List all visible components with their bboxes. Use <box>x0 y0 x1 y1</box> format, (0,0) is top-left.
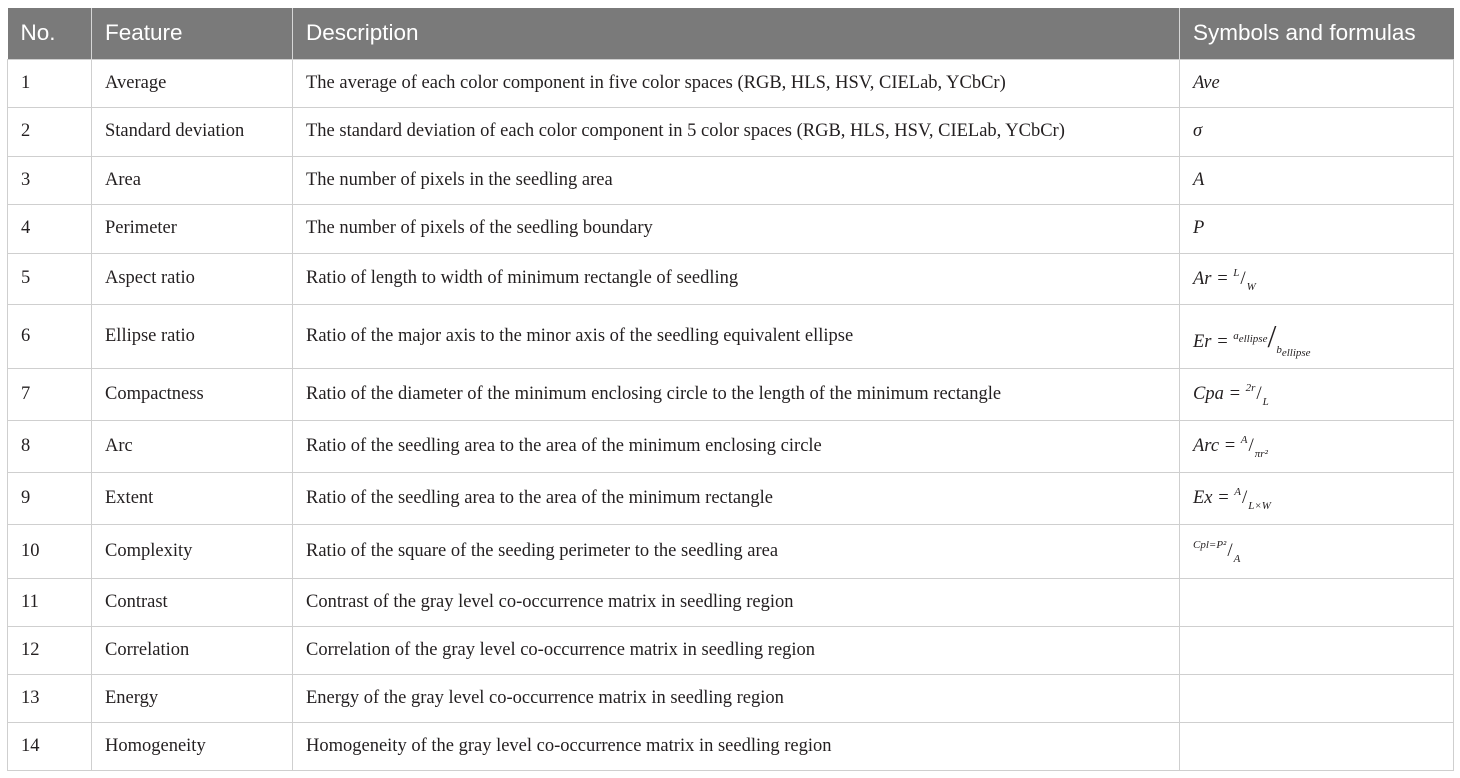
cell-symbol <box>1180 722 1454 770</box>
table-row <box>8 578 1454 626</box>
cell-no: 12 <box>8 626 92 674</box>
cell-feature: Energy <box>92 674 293 722</box>
cell-symbol: P <box>1180 204 1454 253</box>
formula-denominator: πr² <box>1254 448 1268 460</box>
formula-fraction: $^{a_{ellipse}}/_{b_{ellipse}}$ <box>1233 317 1311 359</box>
formula-denominator: W <box>1246 280 1256 293</box>
cell-no: 9 <box>8 472 92 524</box>
formula-numerator: Cpl=P² <box>1193 539 1227 551</box>
table-row <box>8 59 1454 107</box>
cell-no: 3 <box>8 156 92 204</box>
header-description: Description <box>293 8 1180 59</box>
cell-symbol: σ <box>1180 107 1454 156</box>
formula-numerator: 2r <box>1245 382 1256 394</box>
cell-no: 8 <box>8 420 92 472</box>
feature-table <box>7 8 1454 771</box>
formula-lhs: Er = <box>1193 331 1229 352</box>
cell-feature: Homogeneity <box>92 722 293 770</box>
cell-feature: Standard deviation <box>92 107 293 156</box>
table-row <box>8 368 1454 420</box>
cell-formula <box>1180 253 1454 304</box>
table-row <box>8 304 1454 368</box>
cell-description: Ratio of the square of the seeding perimeter to the seedling area <box>293 524 1180 578</box>
cell-formula <box>1180 368 1454 420</box>
formula-denominator: A <box>1233 553 1241 565</box>
cell-description: Energy of the gray level co-occurrence matrix in seedling region <box>293 674 1180 722</box>
formula-numerator-sub: ellipse <box>1238 332 1268 345</box>
cell-formula <box>1180 472 1454 524</box>
cell-feature: Perimeter <box>92 204 293 253</box>
cell-feature: Aspect ratio <box>92 253 293 304</box>
header-feature: Feature <box>92 8 293 59</box>
cell-feature: Complexity <box>92 524 293 578</box>
cell-description: Correlation of the gray level co-occurrence matrix in seedling region <box>293 626 1180 674</box>
cell-feature: Ellipse ratio <box>92 304 293 368</box>
formula-lhs: Arc = <box>1193 436 1237 456</box>
cell-no: 4 <box>8 204 92 253</box>
formula-denominator: L <box>1262 396 1269 408</box>
cell-no: 10 <box>8 524 92 578</box>
table-row <box>8 204 1454 253</box>
cell-description: Ratio of the seedling area to the area of the minimum rectangle <box>293 472 1180 524</box>
cell-description: Ratio of the major axis to the minor axis of the seedling equivalent ellipse <box>293 304 1180 368</box>
cell-description: Ratio of length to width of minimum rectangle of seedling <box>293 253 1180 304</box>
table-row <box>8 472 1454 524</box>
cell-formula <box>1180 420 1454 472</box>
formula-fraction: $^{Cpl=P^2}/_A$ <box>1193 539 1241 565</box>
formula-numerator: A <box>1240 434 1248 446</box>
cell-no: 11 <box>8 578 92 626</box>
formula-fraction: $^A/_{\pi r^2}$ <box>1240 434 1268 460</box>
cell-description: The average of each color component in five color spaces (RGB, HLS, HSV, CIELab, YCbCr) <box>293 59 1180 107</box>
cell-feature: Area <box>92 156 293 204</box>
cell-no: 7 <box>8 368 92 420</box>
header-symbols: Symbols and formulas <box>1180 8 1454 59</box>
table-row <box>8 253 1454 304</box>
cell-feature: Correlation <box>92 626 293 674</box>
cell-feature: Contrast <box>92 578 293 626</box>
header-no: No. <box>8 8 92 59</box>
cell-symbol <box>1180 626 1454 674</box>
cell-no: 13 <box>8 674 92 722</box>
cell-description: Homogeneity of the gray level co-occurrence matrix in seedling region <box>293 722 1180 770</box>
table-row <box>8 420 1454 472</box>
table-row <box>8 107 1454 156</box>
formula-numerator: L <box>1233 266 1240 279</box>
cell-symbol: A <box>1180 156 1454 204</box>
cell-no: 1 <box>8 59 92 107</box>
cell-no: 6 <box>8 304 92 368</box>
cell-formula <box>1180 524 1454 578</box>
table-row <box>8 722 1454 770</box>
cell-feature: Arc <box>92 420 293 472</box>
formula-lhs: Ex = <box>1193 488 1230 508</box>
cell-symbol <box>1180 578 1454 626</box>
formula-fraction: $^L/_W$ <box>1233 266 1256 293</box>
cell-description: Ratio of the diameter of the minimum enclosing circle to the length of the minimum rectangle <box>293 368 1180 420</box>
cell-no: 2 <box>8 107 92 156</box>
cell-no: 14 <box>8 722 92 770</box>
cell-feature: Average <box>92 59 293 107</box>
cell-symbol: Ave <box>1180 59 1454 107</box>
cell-feature: Compactness <box>92 368 293 420</box>
table-row <box>8 674 1454 722</box>
table-row <box>8 626 1454 674</box>
table-row <box>8 524 1454 578</box>
cell-description: Contrast of the gray level co-occurrence matrix in seedling region <box>293 578 1180 626</box>
cell-description: The number of pixels in the seedling area <box>293 156 1180 204</box>
cell-description: The standard deviation of each color component in 5 color spaces (RGB, HLS, HSV, CIELab, YCbCr) <box>293 107 1180 156</box>
header-row <box>8 8 1454 59</box>
cell-symbol <box>1180 674 1454 722</box>
formula-numerator: A <box>1234 486 1241 498</box>
formula-fraction: $^A/_{L\times W}$ <box>1234 486 1271 512</box>
cell-no: 5 <box>8 253 92 304</box>
cell-description: The number of pixels of the seedling boundary <box>293 204 1180 253</box>
cell-formula <box>1180 304 1454 368</box>
formula-lhs: Ar = <box>1193 268 1229 289</box>
formula-numerator: a <box>1233 329 1239 342</box>
formula-denominator: L×W <box>1248 500 1271 512</box>
cell-feature: Extent <box>92 472 293 524</box>
table-row <box>8 156 1454 204</box>
cell-description: Ratio of the seedling area to the area of the minimum enclosing circle <box>293 420 1180 472</box>
formula-lhs: Cpa = <box>1193 384 1241 404</box>
formula-denominator: b <box>1276 343 1282 356</box>
formula-denominator-sub: ellipse <box>1281 346 1311 359</box>
formula-fraction: $^{2r}/_L$ <box>1245 382 1269 408</box>
